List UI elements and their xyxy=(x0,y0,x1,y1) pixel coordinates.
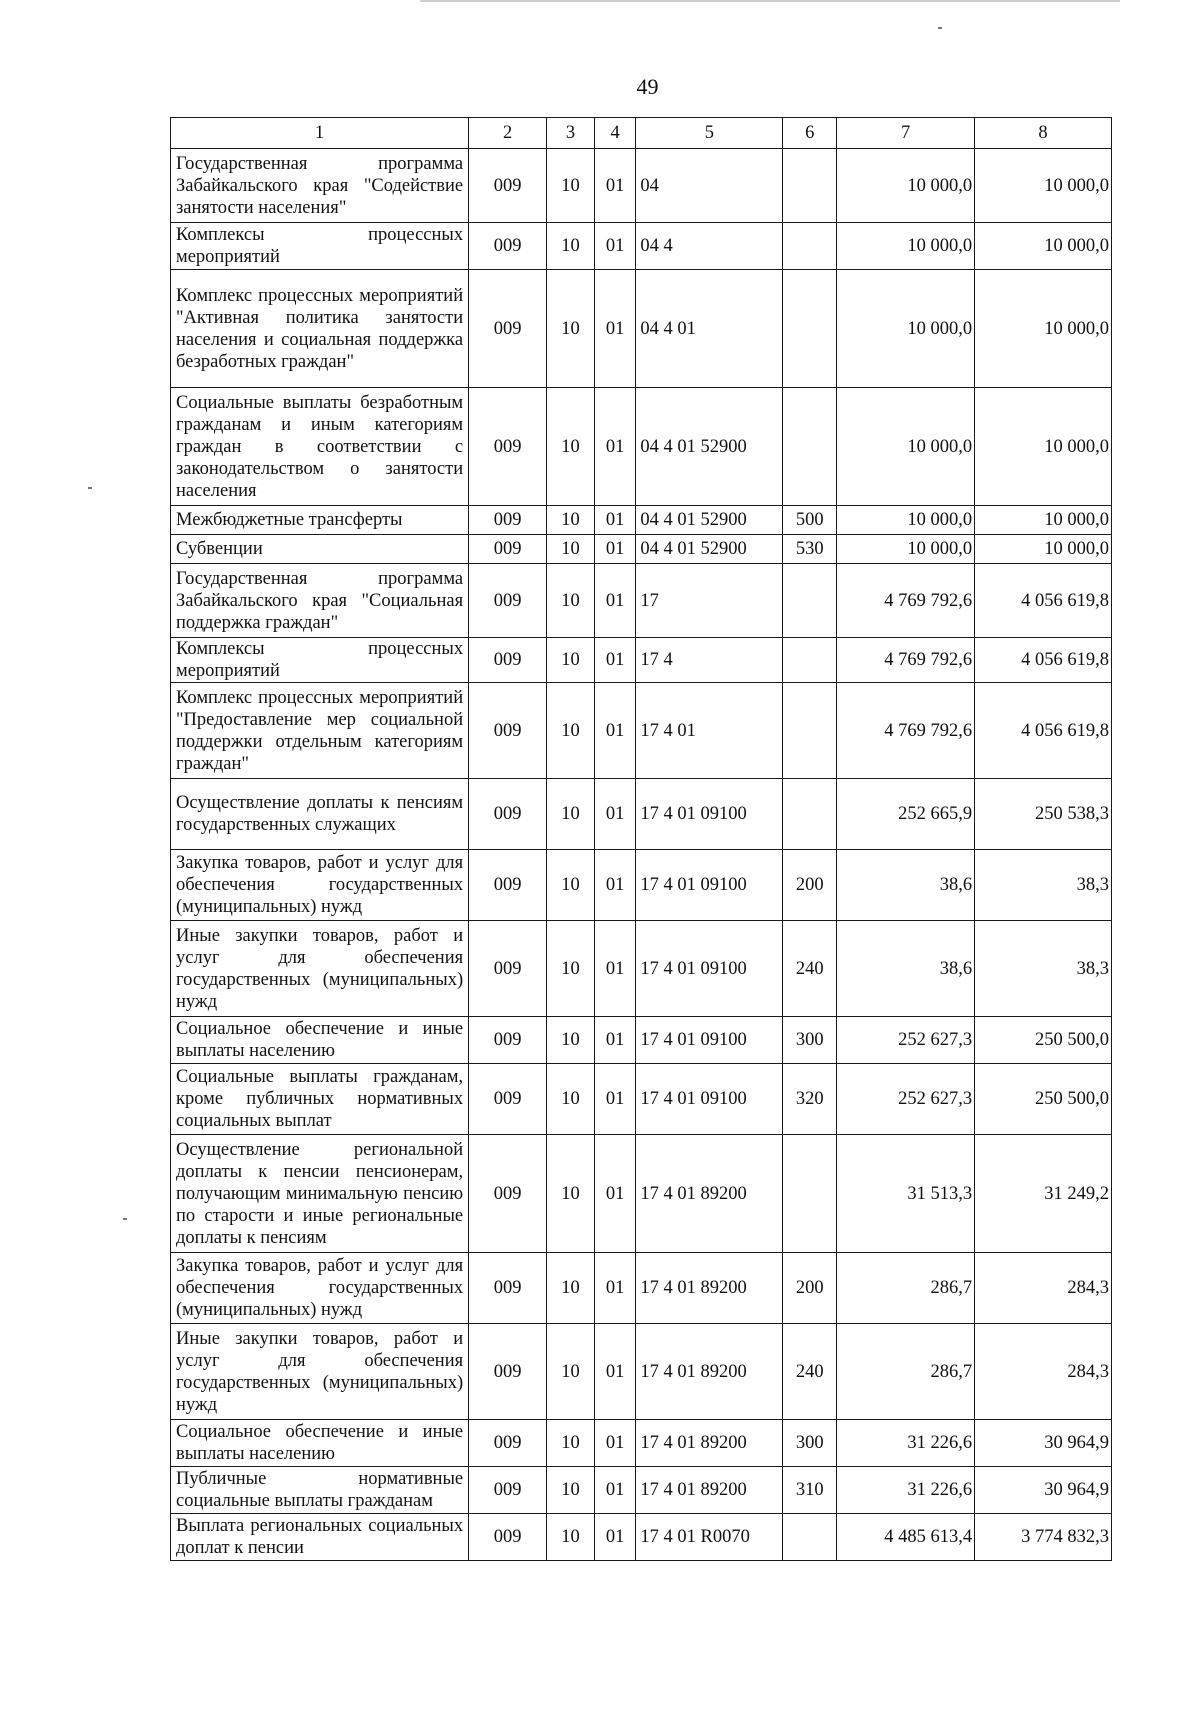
section-code-cell: 10 xyxy=(547,535,595,564)
amount-cell: 10 000,0 xyxy=(837,270,975,388)
amount-cell: 31 513,3 xyxy=(837,1135,975,1253)
item-name-cell: Закупка товаров, работ и услуг для обеспечения государственных (муниципальных) нужд xyxy=(171,850,469,921)
amount-cell: 38,3 xyxy=(975,850,1112,921)
target-article-cell: 17 4 01 09100 xyxy=(636,921,783,1017)
admin-code-cell: 009 xyxy=(469,1324,547,1420)
amount-cell: 4 056 619,8 xyxy=(975,638,1112,683)
amount-cell: 10 000,0 xyxy=(975,506,1112,535)
target-article-cell: 04 xyxy=(636,149,783,223)
header-cell: 5 xyxy=(636,118,783,149)
target-article-cell: 17 xyxy=(636,564,783,638)
amount-cell: 284,3 xyxy=(975,1324,1112,1420)
target-article-cell: 04 4 01 xyxy=(636,270,783,388)
target-article-cell: 04 4 xyxy=(636,223,783,270)
subsection-code-cell: 01 xyxy=(594,1324,636,1420)
table-row xyxy=(171,850,1112,921)
admin-code-cell: 009 xyxy=(469,535,547,564)
target-article-cell: 17 4 xyxy=(636,638,783,683)
amount-cell: 286,7 xyxy=(837,1253,975,1324)
section-code-cell: 10 xyxy=(547,388,595,506)
section-code-cell: 10 xyxy=(547,850,595,921)
amount-cell: 252 665,9 xyxy=(837,779,975,850)
item-name-cell: Комплексы процессных мероприятий xyxy=(171,223,469,270)
expense-type-cell: 200 xyxy=(783,1253,837,1324)
amount-cell: 38,6 xyxy=(837,850,975,921)
admin-code-cell: 009 xyxy=(469,564,547,638)
admin-code-cell: 009 xyxy=(469,1467,547,1514)
table-row xyxy=(171,1467,1112,1514)
table-row xyxy=(171,223,1112,270)
expense-type-cell xyxy=(783,223,837,270)
expense-type-cell: 320 xyxy=(783,1064,837,1135)
admin-code-cell: 009 xyxy=(469,779,547,850)
admin-code-cell: 009 xyxy=(469,223,547,270)
expense-type-cell: 500 xyxy=(783,506,837,535)
section-code-cell: 10 xyxy=(547,779,595,850)
subsection-code-cell: 01 xyxy=(594,921,636,1017)
expense-type-cell xyxy=(783,388,837,506)
target-article-cell: 17 4 01 09100 xyxy=(636,850,783,921)
section-code-cell: 10 xyxy=(547,1253,595,1324)
admin-code-cell: 009 xyxy=(469,638,547,683)
section-code-cell: 10 xyxy=(547,223,595,270)
table-row xyxy=(171,506,1112,535)
item-name-cell: Социальные выплаты гражданам, кроме публичных нормативных социальных выплат xyxy=(171,1064,469,1135)
table-row xyxy=(171,638,1112,683)
amount-cell: 10 000,0 xyxy=(837,535,975,564)
expense-type-cell: 200 xyxy=(783,850,837,921)
amount-cell: 10 000,0 xyxy=(975,223,1112,270)
admin-code-cell: 009 xyxy=(469,683,547,779)
target-article-cell: 17 4 01 09100 xyxy=(636,1064,783,1135)
header-cell: 2 xyxy=(469,118,547,149)
expense-type-cell: 310 xyxy=(783,1467,837,1514)
expense-type-cell xyxy=(783,683,837,779)
section-code-cell: 10 xyxy=(547,270,595,388)
item-name-cell: Комплексы процессных мероприятий xyxy=(171,638,469,683)
table-header-row xyxy=(171,118,1112,149)
item-name-cell: Социальные выплаты безработным гражданам и иным категориям граждан в соответствии с законодательством о занятости населения xyxy=(171,388,469,506)
expense-type-cell xyxy=(783,1135,837,1253)
target-article-cell: 17 4 01 R0070 xyxy=(636,1514,783,1561)
expense-type-cell: 530 xyxy=(783,535,837,564)
admin-code-cell: 009 xyxy=(469,149,547,223)
target-article-cell: 17 4 01 89200 xyxy=(636,1467,783,1514)
table-row xyxy=(171,779,1112,850)
expense-type-cell xyxy=(783,149,837,223)
amount-cell: 10 000,0 xyxy=(975,149,1112,223)
amount-cell: 10 000,0 xyxy=(975,535,1112,564)
target-article-cell: 04 4 01 52900 xyxy=(636,388,783,506)
section-code-cell: 10 xyxy=(547,1514,595,1561)
expense-type-cell xyxy=(783,1514,837,1561)
target-article-cell: 17 4 01 xyxy=(636,683,783,779)
subsection-code-cell: 01 xyxy=(594,1135,636,1253)
table-row xyxy=(171,683,1112,779)
amount-cell: 10 000,0 xyxy=(975,270,1112,388)
section-code-cell: 10 xyxy=(547,506,595,535)
item-name-cell: Субвенции xyxy=(171,535,469,564)
amount-cell: 3 774 832,3 xyxy=(975,1514,1112,1561)
target-article-cell: 17 4 01 09100 xyxy=(636,1017,783,1064)
subsection-code-cell: 01 xyxy=(594,1514,636,1561)
amount-cell: 30 964,9 xyxy=(975,1467,1112,1514)
item-name-cell: Государственная программа Забайкальского края "Содействие занятости населения" xyxy=(171,149,469,223)
admin-code-cell: 009 xyxy=(469,1064,547,1135)
section-code-cell: 10 xyxy=(547,1467,595,1514)
table-row xyxy=(171,388,1112,506)
target-article-cell: 17 4 01 89200 xyxy=(636,1420,783,1467)
admin-code-cell: 009 xyxy=(469,1253,547,1324)
subsection-code-cell: 01 xyxy=(594,1253,636,1324)
item-name-cell: Социальное обеспечение и иные выплаты населению xyxy=(171,1017,469,1064)
header-cell: 7 xyxy=(837,118,975,149)
subsection-code-cell: 01 xyxy=(594,223,636,270)
table-row xyxy=(171,921,1112,1017)
section-code-cell: 10 xyxy=(547,1135,595,1253)
item-name-cell: Осуществление доплаты к пенсиям государственных служащих xyxy=(171,779,469,850)
subsection-code-cell: 01 xyxy=(594,1420,636,1467)
amount-cell: 38,6 xyxy=(837,921,975,1017)
table-body xyxy=(171,149,1112,1561)
subsection-code-cell: 01 xyxy=(594,1467,636,1514)
amount-cell: 4 769 792,6 xyxy=(837,564,975,638)
expense-type-cell xyxy=(783,779,837,850)
item-name-cell: Осуществление региональной доплаты к пенсии пенсионерам, получающим минимальную пенсию по старости и иные региональные доплаты к пенсиям xyxy=(171,1135,469,1253)
amount-cell: 10 000,0 xyxy=(837,388,975,506)
item-name-cell: Публичные нормативные социальные выплаты гражданам xyxy=(171,1467,469,1514)
amount-cell: 250 500,0 xyxy=(975,1064,1112,1135)
amount-cell: 252 627,3 xyxy=(837,1017,975,1064)
amount-cell: 4 056 619,8 xyxy=(975,683,1112,779)
admin-code-cell: 009 xyxy=(469,921,547,1017)
amount-cell: 10 000,0 xyxy=(837,506,975,535)
table-row xyxy=(171,1135,1112,1253)
amount-cell: 250 500,0 xyxy=(975,1017,1112,1064)
budget-table xyxy=(170,117,1112,1561)
table-row xyxy=(171,149,1112,223)
header-cell: 6 xyxy=(783,118,837,149)
scan-speck xyxy=(123,1218,127,1220)
amount-cell: 31 226,6 xyxy=(837,1420,975,1467)
target-article-cell: 04 4 01 52900 xyxy=(636,535,783,564)
target-article-cell: 17 4 01 89200 xyxy=(636,1324,783,1420)
amount-cell: 31 226,6 xyxy=(837,1467,975,1514)
amount-cell: 10 000,0 xyxy=(837,149,975,223)
expense-type-cell: 240 xyxy=(783,1324,837,1420)
table-row xyxy=(171,1420,1112,1467)
table-row xyxy=(171,1064,1112,1135)
table-row xyxy=(171,1324,1112,1420)
amount-cell: 252 627,3 xyxy=(837,1064,975,1135)
admin-code-cell: 009 xyxy=(469,506,547,535)
item-name-cell: Комплекс процессных мероприятий "Предоставление мер социальной поддержки отдельным категориям граждан" xyxy=(171,683,469,779)
section-code-cell: 10 xyxy=(547,1017,595,1064)
expense-type-cell: 300 xyxy=(783,1017,837,1064)
amount-cell: 284,3 xyxy=(975,1253,1112,1324)
scan-edge-rule xyxy=(420,0,1120,2)
item-name-cell: Государственная программа Забайкальского края "Социальная поддержка граждан" xyxy=(171,564,469,638)
table-row xyxy=(171,1514,1112,1561)
item-name-cell: Иные закупки товаров, работ и услуг для обеспечения государственных (муниципальных) нужд xyxy=(171,921,469,1017)
section-code-cell: 10 xyxy=(547,683,595,779)
item-name-cell: Межбюджетные трансферты xyxy=(171,506,469,535)
target-article-cell: 17 4 01 89200 xyxy=(636,1135,783,1253)
amount-cell: 4 769 792,6 xyxy=(837,683,975,779)
amount-cell: 286,7 xyxy=(837,1324,975,1420)
subsection-code-cell: 01 xyxy=(594,564,636,638)
section-code-cell: 10 xyxy=(547,564,595,638)
item-name-cell: Социальное обеспечение и иные выплаты населению xyxy=(171,1420,469,1467)
admin-code-cell: 009 xyxy=(469,270,547,388)
subsection-code-cell: 01 xyxy=(594,638,636,683)
subsection-code-cell: 01 xyxy=(594,1064,636,1135)
subsection-code-cell: 01 xyxy=(594,149,636,223)
section-code-cell: 10 xyxy=(547,1324,595,1420)
page-number: 49 xyxy=(636,74,659,99)
item-name-cell: Комплекс процессных мероприятий "Активная политика занятости населения и социальная поддержка безработных граждан" xyxy=(171,270,469,388)
amount-cell: 4 485 613,4 xyxy=(837,1514,975,1561)
admin-code-cell: 009 xyxy=(469,1514,547,1561)
target-article-cell: 17 4 01 09100 xyxy=(636,779,783,850)
subsection-code-cell: 01 xyxy=(594,270,636,388)
expense-type-cell xyxy=(783,638,837,683)
section-code-cell: 10 xyxy=(547,921,595,1017)
subsection-code-cell: 01 xyxy=(594,779,636,850)
section-code-cell: 10 xyxy=(547,1420,595,1467)
target-article-cell: 17 4 01 89200 xyxy=(636,1253,783,1324)
amount-cell: 31 249,2 xyxy=(975,1135,1112,1253)
admin-code-cell: 009 xyxy=(469,850,547,921)
item-name-cell: Выплата региональных социальных доплат к пенсии xyxy=(171,1514,469,1561)
subsection-code-cell: 01 xyxy=(594,1017,636,1064)
expense-type-cell: 240 xyxy=(783,921,837,1017)
admin-code-cell: 009 xyxy=(469,1135,547,1253)
expense-type-cell xyxy=(783,564,837,638)
target-article-cell: 04 4 01 52900 xyxy=(636,506,783,535)
amount-cell: 4 056 619,8 xyxy=(975,564,1112,638)
table-row xyxy=(171,1253,1112,1324)
section-code-cell: 10 xyxy=(547,638,595,683)
section-code-cell: 10 xyxy=(547,149,595,223)
subsection-code-cell: 01 xyxy=(594,535,636,564)
header-cell: 1 xyxy=(171,118,469,149)
amount-cell: 4 769 792,6 xyxy=(837,638,975,683)
table-row xyxy=(171,535,1112,564)
subsection-code-cell: 01 xyxy=(594,850,636,921)
admin-code-cell: 009 xyxy=(469,1017,547,1064)
subsection-code-cell: 01 xyxy=(594,683,636,779)
section-code-cell: 10 xyxy=(547,1064,595,1135)
subsection-code-cell: 01 xyxy=(594,506,636,535)
item-name-cell: Закупка товаров, работ и услуг для обеспечения государственных (муниципальных) нужд xyxy=(171,1253,469,1324)
amount-cell: 30 964,9 xyxy=(975,1420,1112,1467)
admin-code-cell: 009 xyxy=(469,1420,547,1467)
expense-type-cell: 300 xyxy=(783,1420,837,1467)
amount-cell: 10 000,0 xyxy=(837,223,975,270)
header-cell: 3 xyxy=(547,118,595,149)
amount-cell: 250 538,3 xyxy=(975,779,1112,850)
header-cell: 4 xyxy=(594,118,636,149)
admin-code-cell: 009 xyxy=(469,388,547,506)
header-cell: 8 xyxy=(975,118,1112,149)
item-name-cell: Иные закупки товаров, работ и услуг для обеспечения государственных (муниципальных) нужд xyxy=(171,1324,469,1420)
table-row xyxy=(171,270,1112,388)
scan-speck xyxy=(88,487,92,489)
expense-type-cell xyxy=(783,270,837,388)
amount-cell: 38,3 xyxy=(975,921,1112,1017)
table-row xyxy=(171,1017,1112,1064)
scan-speck xyxy=(938,27,942,29)
subsection-code-cell: 01 xyxy=(594,388,636,506)
amount-cell: 10 000,0 xyxy=(975,388,1112,506)
table-row xyxy=(171,564,1112,638)
